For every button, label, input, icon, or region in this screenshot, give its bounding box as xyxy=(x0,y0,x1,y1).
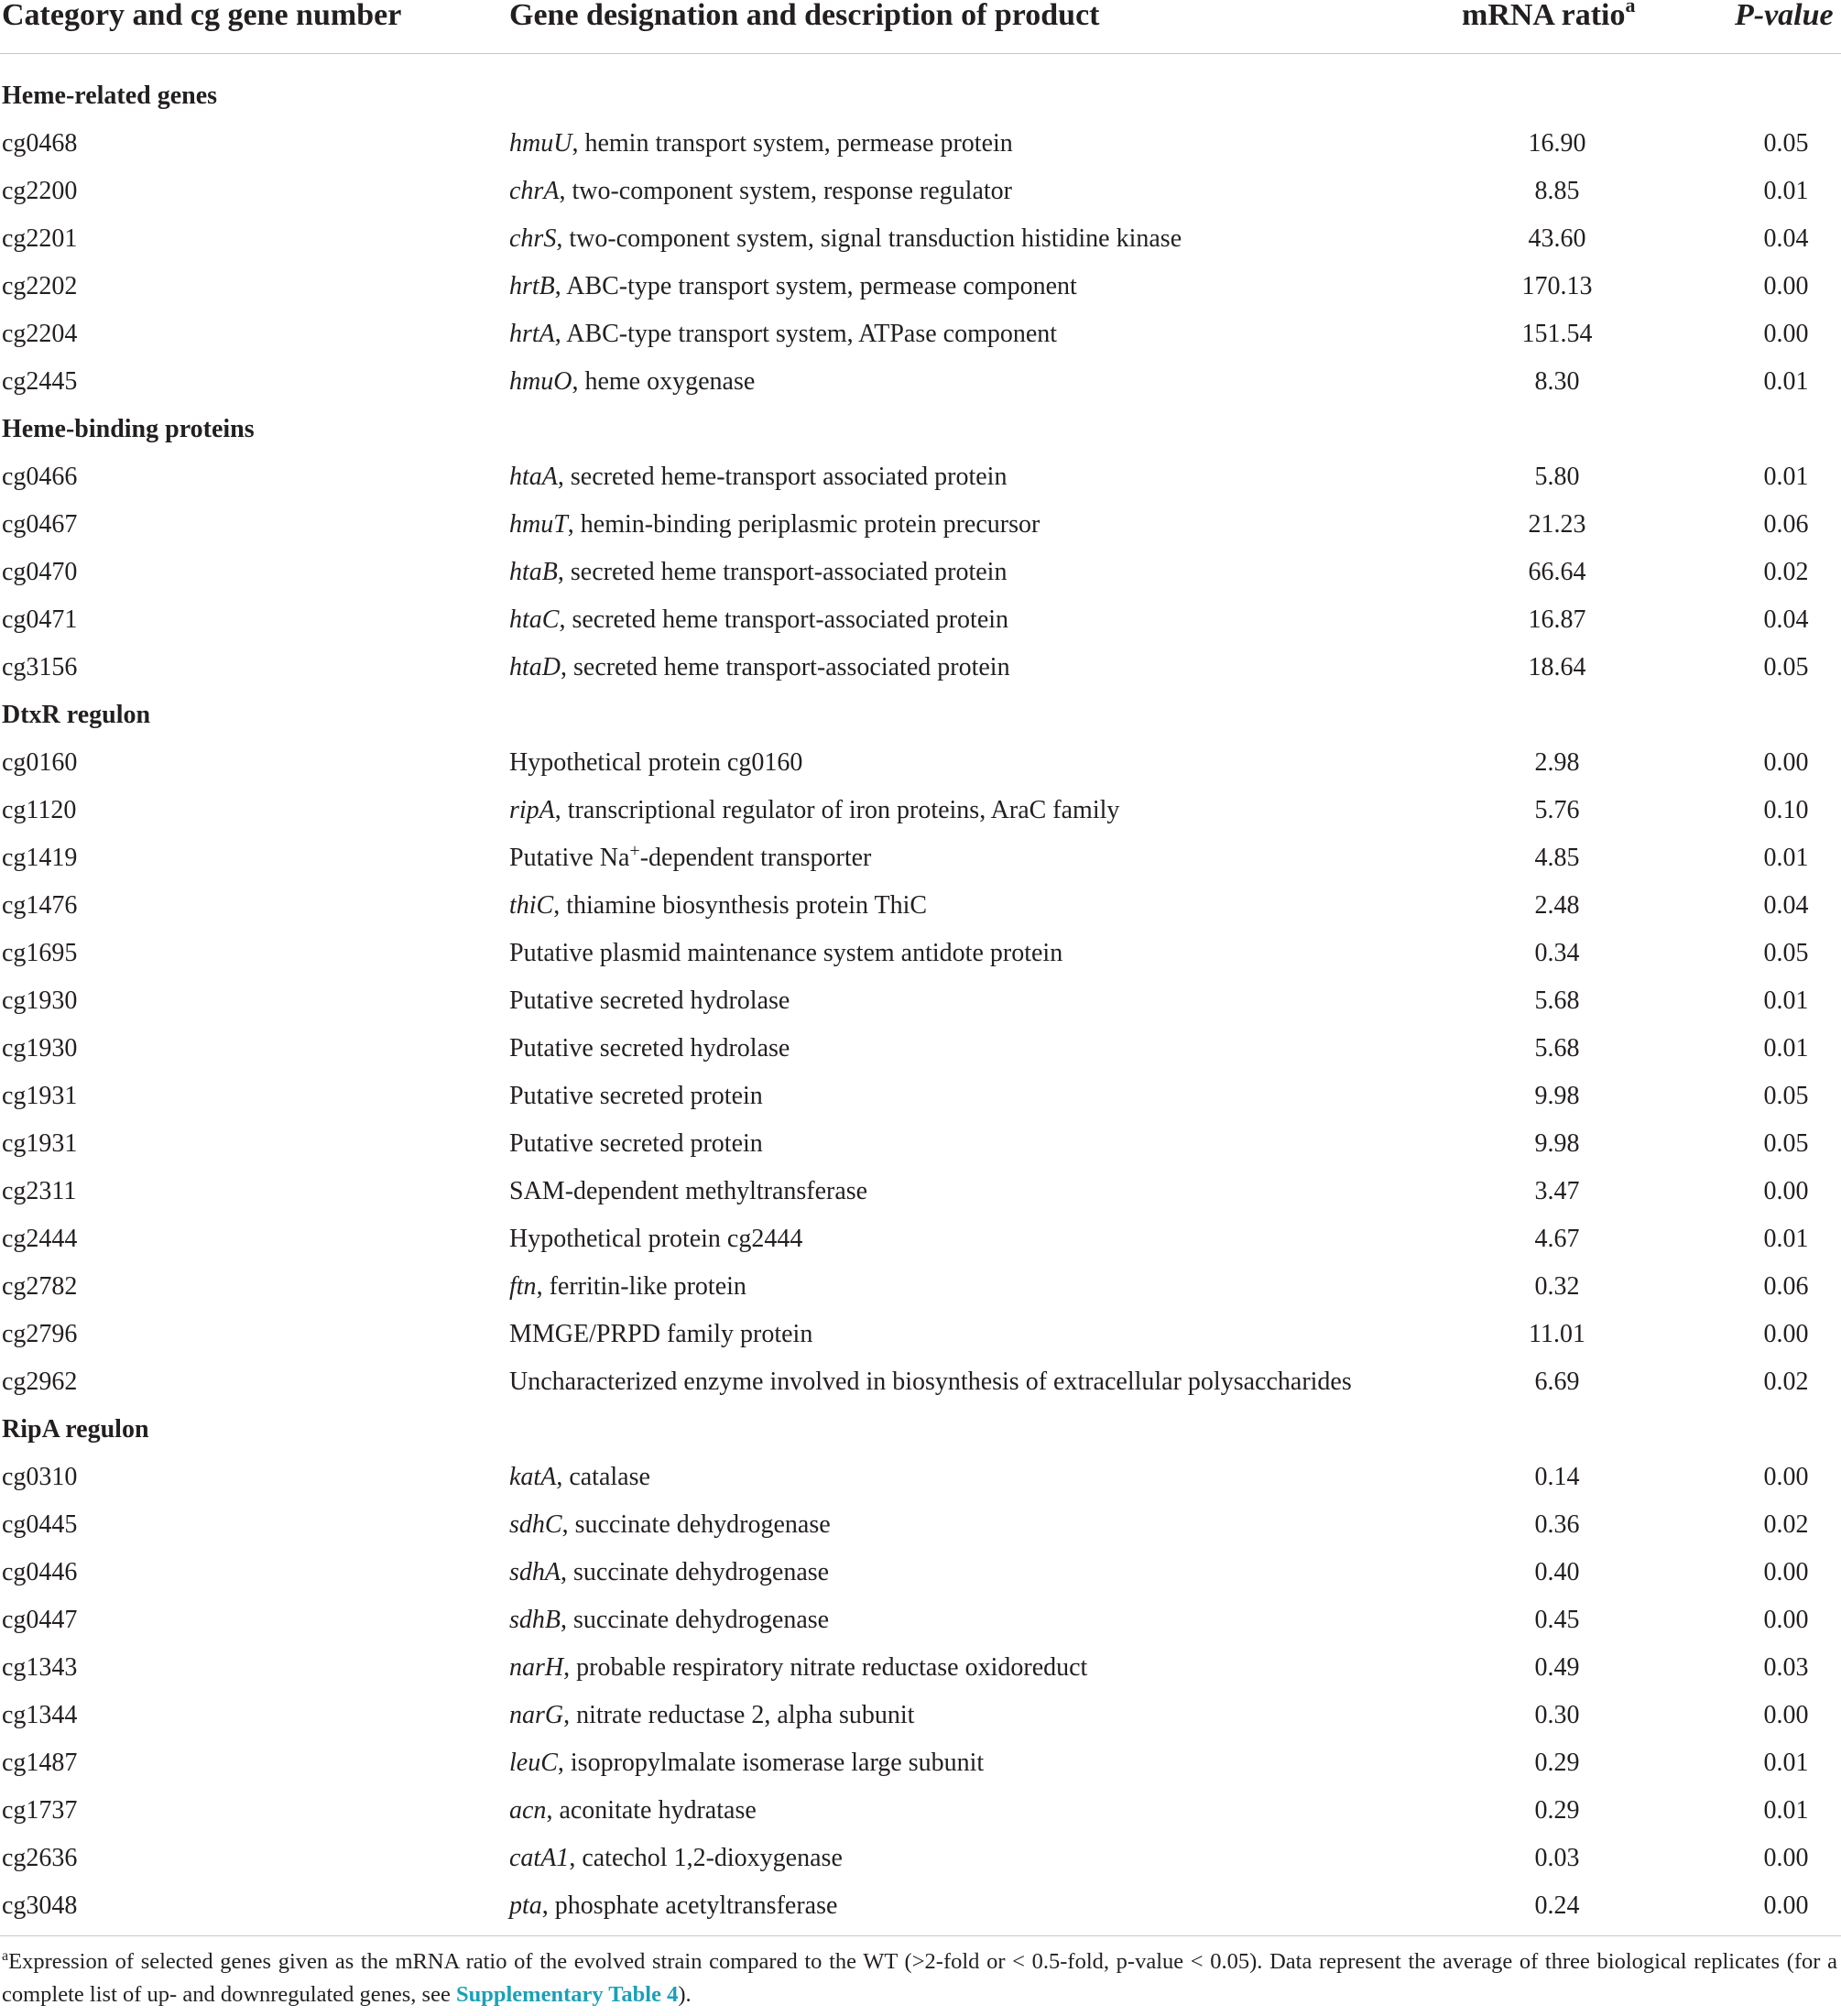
gene-designation: hmuO xyxy=(509,367,572,396)
product-description: Hypothetical protein cg0160 xyxy=(509,748,803,777)
table-footnote xyxy=(2,1945,1837,2011)
gene-designation: htaB xyxy=(509,558,558,586)
gene-number: cg2201 xyxy=(2,224,78,253)
header-ratio-label: mRNA ratio xyxy=(1462,0,1626,32)
table-row xyxy=(0,1787,1841,1835)
table-row xyxy=(0,120,1841,168)
table-row xyxy=(0,311,1841,358)
mrna-ratio-value: 0.03 xyxy=(1534,1844,1580,1872)
gene-description-cell xyxy=(509,1644,1087,1692)
mrna-ratio-value: 170.13 xyxy=(1521,272,1593,300)
table-header xyxy=(0,0,1841,54)
category-row xyxy=(0,1406,1841,1454)
gene-description-cell xyxy=(509,1454,650,1501)
gene-number: cg2445 xyxy=(2,367,78,396)
product-description: Putative secreted protein xyxy=(509,1082,763,1110)
pvalue-value: 0.05 xyxy=(1763,129,1809,158)
gene-description-cell xyxy=(509,1263,746,1311)
mrna-ratio-value: 0.30 xyxy=(1534,1701,1580,1729)
mrna-ratio-value: 5.68 xyxy=(1534,986,1580,1015)
product-description: , phosphate acetyltransferase xyxy=(541,1891,838,1920)
pvalue-value: 0.00 xyxy=(1763,320,1809,348)
mrna-ratio-value: 4.85 xyxy=(1534,844,1580,872)
gene-number: cg3156 xyxy=(2,653,78,681)
gene-designation: htaC xyxy=(509,605,560,634)
table-row xyxy=(0,882,1841,930)
table-row xyxy=(0,834,1841,882)
gene-designation: leuC xyxy=(509,1749,558,1777)
table-row xyxy=(0,1358,1841,1406)
gene-description-cell xyxy=(509,1739,984,1787)
gene-number: cg0160 xyxy=(2,748,78,777)
category-title: Heme-binding proteins xyxy=(2,415,255,443)
pvalue-value: 0.00 xyxy=(1763,1844,1809,1872)
header-mrna-ratio xyxy=(1462,0,1635,31)
pvalue-value: 0.04 xyxy=(1763,605,1809,634)
mrna-ratio-value: 16.90 xyxy=(1528,129,1586,158)
pvalue-value: 0.01 xyxy=(1763,1225,1809,1253)
mrna-ratio-value: 0.36 xyxy=(1534,1510,1580,1539)
gene-description-cell xyxy=(509,1596,829,1644)
header-pvalue: P-value xyxy=(1735,0,1834,32)
pvalue-value: 0.05 xyxy=(1763,939,1809,967)
pvalue-value: 0.01 xyxy=(1763,986,1809,1015)
table-row xyxy=(0,1168,1841,1215)
table-row xyxy=(0,358,1841,406)
product-description: , transcriptional regulator of iron proteins, AraC family xyxy=(554,796,1120,824)
table-row xyxy=(0,930,1841,977)
product-description: , hemin-binding periplasmic protein precursor xyxy=(567,510,1040,539)
gene-designation: hmuT xyxy=(509,510,568,539)
pvalue-value: 0.02 xyxy=(1763,1510,1809,1539)
product-description: , ABC-type transport system, ATPase component xyxy=(554,320,1058,348)
gene-number: cg2962 xyxy=(2,1368,78,1396)
pvalue-value: 0.01 xyxy=(1763,1796,1809,1825)
gene-description-cell xyxy=(509,120,1013,168)
product-description: , thiamine biosynthesis protein ThiC xyxy=(553,891,928,920)
gene-number: cg0468 xyxy=(2,129,78,158)
product-description: , nitrate reductase 2, alpha subunit xyxy=(563,1701,915,1729)
gene-designation: thiC xyxy=(509,891,554,920)
product-description: , succinate dehydrogenase xyxy=(561,1558,830,1586)
gene-description-cell xyxy=(509,1025,790,1073)
product-description: Hypothetical protein cg2444 xyxy=(509,1225,803,1253)
mrna-ratio-value: 2.98 xyxy=(1534,748,1580,777)
gene-designation: htaA xyxy=(509,463,558,491)
gene-number: cg0466 xyxy=(2,463,78,491)
mrna-ratio-value: 5.68 xyxy=(1534,1034,1580,1062)
gene-designation: chrS xyxy=(509,224,557,253)
gene-description-cell xyxy=(509,1168,867,1215)
gene-number: cg0447 xyxy=(2,1606,78,1634)
header-category: Category and cg gene number xyxy=(2,0,402,32)
pvalue-value: 0.05 xyxy=(1763,653,1809,681)
table-row xyxy=(0,1025,1841,1073)
category-row xyxy=(0,72,1841,120)
category-row xyxy=(0,692,1841,739)
mrna-ratio-value: 5.76 xyxy=(1534,796,1580,824)
product-description: , two-component system, response regulator xyxy=(559,177,1012,205)
pvalue-value: 0.04 xyxy=(1763,891,1809,920)
pvalue-value: 0.03 xyxy=(1763,1653,1809,1682)
product-description: , secreted heme transport-associated protein xyxy=(559,605,1009,634)
product-description: , probable respiratory nitrate reductase oxidoreduct xyxy=(563,1653,1088,1682)
table-row xyxy=(0,549,1841,596)
table-row xyxy=(0,739,1841,787)
gene-description-cell xyxy=(509,1549,829,1596)
gene-designation: narH xyxy=(509,1653,564,1682)
mrna-ratio-value: 66.64 xyxy=(1528,558,1586,586)
gene-designation: pta xyxy=(509,1891,542,1920)
table-row xyxy=(0,453,1841,501)
table-row xyxy=(0,787,1841,834)
supplementary-table-link[interactable]: Supplementary Table 4 xyxy=(455,1982,679,2007)
mrna-ratio-value: 11.01 xyxy=(1529,1320,1585,1348)
mrna-ratio-value: 8.85 xyxy=(1534,177,1580,205)
gene-number: cg1931 xyxy=(2,1082,78,1110)
mrna-ratio-value: 0.32 xyxy=(1534,1272,1580,1301)
gene-designation: ripA xyxy=(509,796,555,824)
footnote-marker: a xyxy=(2,1948,9,1964)
mrna-ratio-value: 5.80 xyxy=(1534,463,1580,491)
gene-description-cell xyxy=(509,1692,914,1739)
mrna-ratio-value: 0.29 xyxy=(1534,1749,1580,1777)
gene-number: cg1931 xyxy=(2,1129,78,1158)
table-row xyxy=(0,168,1841,215)
pvalue-value: 0.05 xyxy=(1763,1082,1809,1110)
gene-number: cg1344 xyxy=(2,1701,78,1729)
mrna-ratio-value: 18.64 xyxy=(1528,653,1586,681)
table-body xyxy=(0,72,1841,1930)
product-description-cont: -dependent transporter xyxy=(639,844,872,872)
product-description: , succinate dehydrogenase xyxy=(561,1510,831,1539)
product-description: , isopropylmalate isomerase large subunit xyxy=(557,1749,985,1777)
mrna-ratio-value: 21.23 xyxy=(1528,510,1586,539)
gene-designation: sdhB xyxy=(509,1606,561,1634)
gene-number: cg1930 xyxy=(2,1034,78,1062)
pvalue-value: 0.01 xyxy=(1763,844,1809,872)
pvalue-value: 0.00 xyxy=(1763,748,1809,777)
product-description: , catalase xyxy=(556,1463,650,1491)
pvalue-value: 0.01 xyxy=(1763,1034,1809,1062)
mrna-ratio-value: 0.40 xyxy=(1534,1558,1580,1586)
table-row xyxy=(0,1454,1841,1501)
header-gene: Gene designation and description of product xyxy=(509,0,1100,32)
gene-description-cell xyxy=(509,596,1008,644)
category-title: Heme-related genes xyxy=(2,82,218,110)
mrna-ratio-value: 43.60 xyxy=(1528,224,1586,253)
gene-description-cell xyxy=(509,882,927,930)
table-row xyxy=(0,1311,1841,1358)
pvalue-value: 0.01 xyxy=(1763,1749,1809,1777)
pvalue-value: 0.00 xyxy=(1763,1606,1809,1634)
gene-description-cell xyxy=(509,977,790,1025)
table-row xyxy=(0,1501,1841,1549)
gene-description-cell xyxy=(509,1215,802,1263)
gene-number: cg2796 xyxy=(2,1320,78,1348)
product-description: , secreted heme transport-associated protein xyxy=(561,653,1010,681)
mrna-ratio-value: 0.29 xyxy=(1534,1796,1580,1825)
gene-designation: catA1 xyxy=(509,1844,570,1872)
pvalue-value: 0.05 xyxy=(1763,1129,1809,1158)
category-title: RipA regulon xyxy=(2,1415,149,1444)
product-description: Putative plasmid maintenance system antidote protein xyxy=(509,939,1063,967)
product-description: Putative secreted hydrolase xyxy=(509,1034,790,1062)
mrna-ratio-value: 4.67 xyxy=(1534,1225,1580,1253)
pvalue-value: 0.06 xyxy=(1763,510,1809,539)
product-description: , two-component system, signal transduction histidine kinase xyxy=(556,224,1182,253)
gene-description-cell xyxy=(509,263,1077,311)
mrna-ratio-value: 0.45 xyxy=(1534,1606,1580,1634)
gene-number: cg2782 xyxy=(2,1272,78,1301)
gene-description-cell xyxy=(509,1358,1352,1406)
gene-description-cell xyxy=(509,1835,843,1882)
gene-designation: hrtB xyxy=(509,272,555,300)
pvalue-value: 0.04 xyxy=(1763,224,1809,253)
gene-description-cell xyxy=(509,453,1007,501)
table-row xyxy=(0,1739,1841,1787)
gene-number: cg0471 xyxy=(2,605,78,634)
pvalue-value: 0.00 xyxy=(1763,1177,1809,1205)
gene-description-cell xyxy=(509,311,1057,358)
gene-description-cell xyxy=(509,1073,763,1120)
gene-designation: katA xyxy=(509,1463,557,1491)
gene-number: cg0446 xyxy=(2,1558,78,1586)
pvalue-value: 0.10 xyxy=(1763,796,1809,824)
pvalue-value: 0.01 xyxy=(1763,177,1809,205)
product-description: , ferritin-like protein xyxy=(536,1272,746,1301)
mrna-ratio-value: 151.54 xyxy=(1521,320,1593,348)
mrna-ratio-value: 0.49 xyxy=(1534,1653,1580,1682)
gene-number: cg2636 xyxy=(2,1844,78,1872)
gene-number: cg2444 xyxy=(2,1225,78,1253)
mrna-ratio-value: 2.48 xyxy=(1534,891,1580,920)
gene-designation: chrA xyxy=(509,177,560,205)
mrna-ratio-value: 16.87 xyxy=(1528,605,1586,634)
gene-description-cell xyxy=(509,501,1040,549)
product-description: , hemin transport system, permease protein xyxy=(572,129,1013,158)
gene-designation: htaD xyxy=(509,653,561,681)
gene-description-cell xyxy=(509,739,802,787)
pvalue-value: 0.00 xyxy=(1763,1463,1809,1491)
table-row xyxy=(0,263,1841,311)
gene-number: cg2311 xyxy=(2,1177,77,1205)
category-title: DtxR regulon xyxy=(2,701,151,729)
product-description: Putative Na xyxy=(509,844,630,872)
table-row xyxy=(0,215,1841,263)
product-description: Putative secreted protein xyxy=(509,1129,763,1158)
gene-number: cg2204 xyxy=(2,320,78,348)
pvalue-value: 0.02 xyxy=(1763,1368,1809,1396)
mrna-ratio-value: 0.14 xyxy=(1534,1463,1580,1491)
gene-description-cell xyxy=(509,930,1062,977)
mrna-ratio-value: 9.98 xyxy=(1534,1082,1580,1110)
gene-number: cg1120 xyxy=(2,796,77,824)
pvalue-value: 0.00 xyxy=(1763,1320,1809,1348)
gene-description-cell xyxy=(509,1501,831,1549)
gene-designation: hmuU xyxy=(509,129,572,158)
table-row xyxy=(0,1263,1841,1311)
product-description: MMGE/PRPD family protein xyxy=(509,1320,813,1348)
pvalue-value: 0.02 xyxy=(1763,558,1809,586)
gene-number: cg3048 xyxy=(2,1891,78,1920)
mrna-ratio-value: 0.34 xyxy=(1534,939,1580,967)
pvalue-value: 0.01 xyxy=(1763,463,1809,491)
gene-number: cg0470 xyxy=(2,558,78,586)
pvalue-value: 0.01 xyxy=(1763,367,1809,396)
gene-designation: hrtA xyxy=(509,320,555,348)
table-row xyxy=(0,1120,1841,1168)
product-description: , succinate dehydrogenase xyxy=(561,1606,830,1634)
product-description: Uncharacterized enzyme involved in biosynthesis of extracellular polysaccharides xyxy=(509,1368,1352,1396)
gene-description-cell xyxy=(509,215,1182,263)
gene-number: cg0445 xyxy=(2,1510,78,1539)
gene-designation: ftn xyxy=(509,1272,537,1301)
pvalue-value: 0.00 xyxy=(1763,1891,1809,1920)
gene-number: cg2202 xyxy=(2,272,78,300)
gene-description-cell xyxy=(509,358,755,406)
pvalue-value: 0.00 xyxy=(1763,272,1809,300)
product-description: , ABC-type transport system, permease component xyxy=(554,272,1077,300)
gene-description-cell xyxy=(509,1311,812,1358)
category-row xyxy=(0,406,1841,453)
gene-description-cell xyxy=(509,549,1007,596)
product-description: , catechol 1,2-dioxygenase xyxy=(569,1844,843,1872)
pvalue-value: 0.00 xyxy=(1763,1558,1809,1586)
gene-number: cg1930 xyxy=(2,986,78,1015)
mrna-ratio-value: 3.47 xyxy=(1534,1177,1580,1205)
gene-description-cell xyxy=(509,644,1010,692)
gene-designation: sdhA xyxy=(509,1558,561,1586)
gene-description-cell xyxy=(509,168,1012,215)
product-description: , secreted heme transport-associated protein xyxy=(557,558,1008,586)
gene-designation: narG xyxy=(509,1701,564,1729)
table-row xyxy=(0,1596,1841,1644)
table-row xyxy=(0,1215,1841,1263)
gene-description-cell xyxy=(509,1787,757,1835)
mrna-ratio-value: 6.69 xyxy=(1534,1368,1580,1396)
gene-number: cg0310 xyxy=(2,1463,78,1491)
pvalue-value: 0.06 xyxy=(1763,1272,1809,1301)
gene-description-cell xyxy=(509,1120,763,1168)
gene-number: cg0467 xyxy=(2,510,78,539)
footnote-text-end: ). xyxy=(678,1982,692,2007)
table-row xyxy=(0,644,1841,692)
product-description: , secreted heme-transport associated protein xyxy=(557,463,1008,491)
ion-charge-sup: + xyxy=(629,841,640,861)
product-description: , heme oxygenase xyxy=(572,367,756,396)
gene-number: cg1419 xyxy=(2,844,78,872)
gene-designation: sdhC xyxy=(509,1510,562,1539)
table-row xyxy=(0,596,1841,644)
footnote-text: Expression of selected genes given as the mRNA ratio of the evolved strain compared to the WT (>2-fold or < 0.5-fold, p-value < 0.05). Data represent the average of three biological replicates (for a complete list of up- and downregulated genes, see xyxy=(2,1949,1837,2007)
table-row xyxy=(0,1073,1841,1120)
product-description: Putative secreted hydrolase xyxy=(509,986,790,1015)
gene-number: cg1487 xyxy=(2,1749,78,1777)
product-description: , aconitate hydratase xyxy=(546,1796,757,1825)
gene-description-cell xyxy=(509,787,1119,834)
gene-number: cg1737 xyxy=(2,1796,78,1825)
mrna-ratio-value: 8.30 xyxy=(1534,367,1580,396)
table-row xyxy=(0,501,1841,549)
footnote-divider xyxy=(0,1935,1841,1936)
gene-description-cell xyxy=(509,1882,837,1930)
header-ratio-sup: a xyxy=(1625,0,1636,16)
gene-number: cg1476 xyxy=(2,891,78,920)
table-row xyxy=(0,1882,1841,1930)
table-row xyxy=(0,1835,1841,1882)
table-row xyxy=(0,1644,1841,1692)
table-row xyxy=(0,1549,1841,1596)
pvalue-value: 0.00 xyxy=(1763,1701,1809,1729)
mrna-ratio-value: 9.98 xyxy=(1534,1129,1580,1158)
gene-number: cg1695 xyxy=(2,939,78,967)
gene-designation: acn xyxy=(509,1796,547,1825)
gene-number: cg1343 xyxy=(2,1653,78,1682)
mrna-ratio-value: 0.24 xyxy=(1534,1891,1580,1920)
table-row xyxy=(0,977,1841,1025)
product-description: SAM-dependent methyltransferase xyxy=(509,1177,868,1205)
gene-description-cell xyxy=(509,834,871,882)
table-row xyxy=(0,1692,1841,1739)
gene-number: cg2200 xyxy=(2,177,78,205)
